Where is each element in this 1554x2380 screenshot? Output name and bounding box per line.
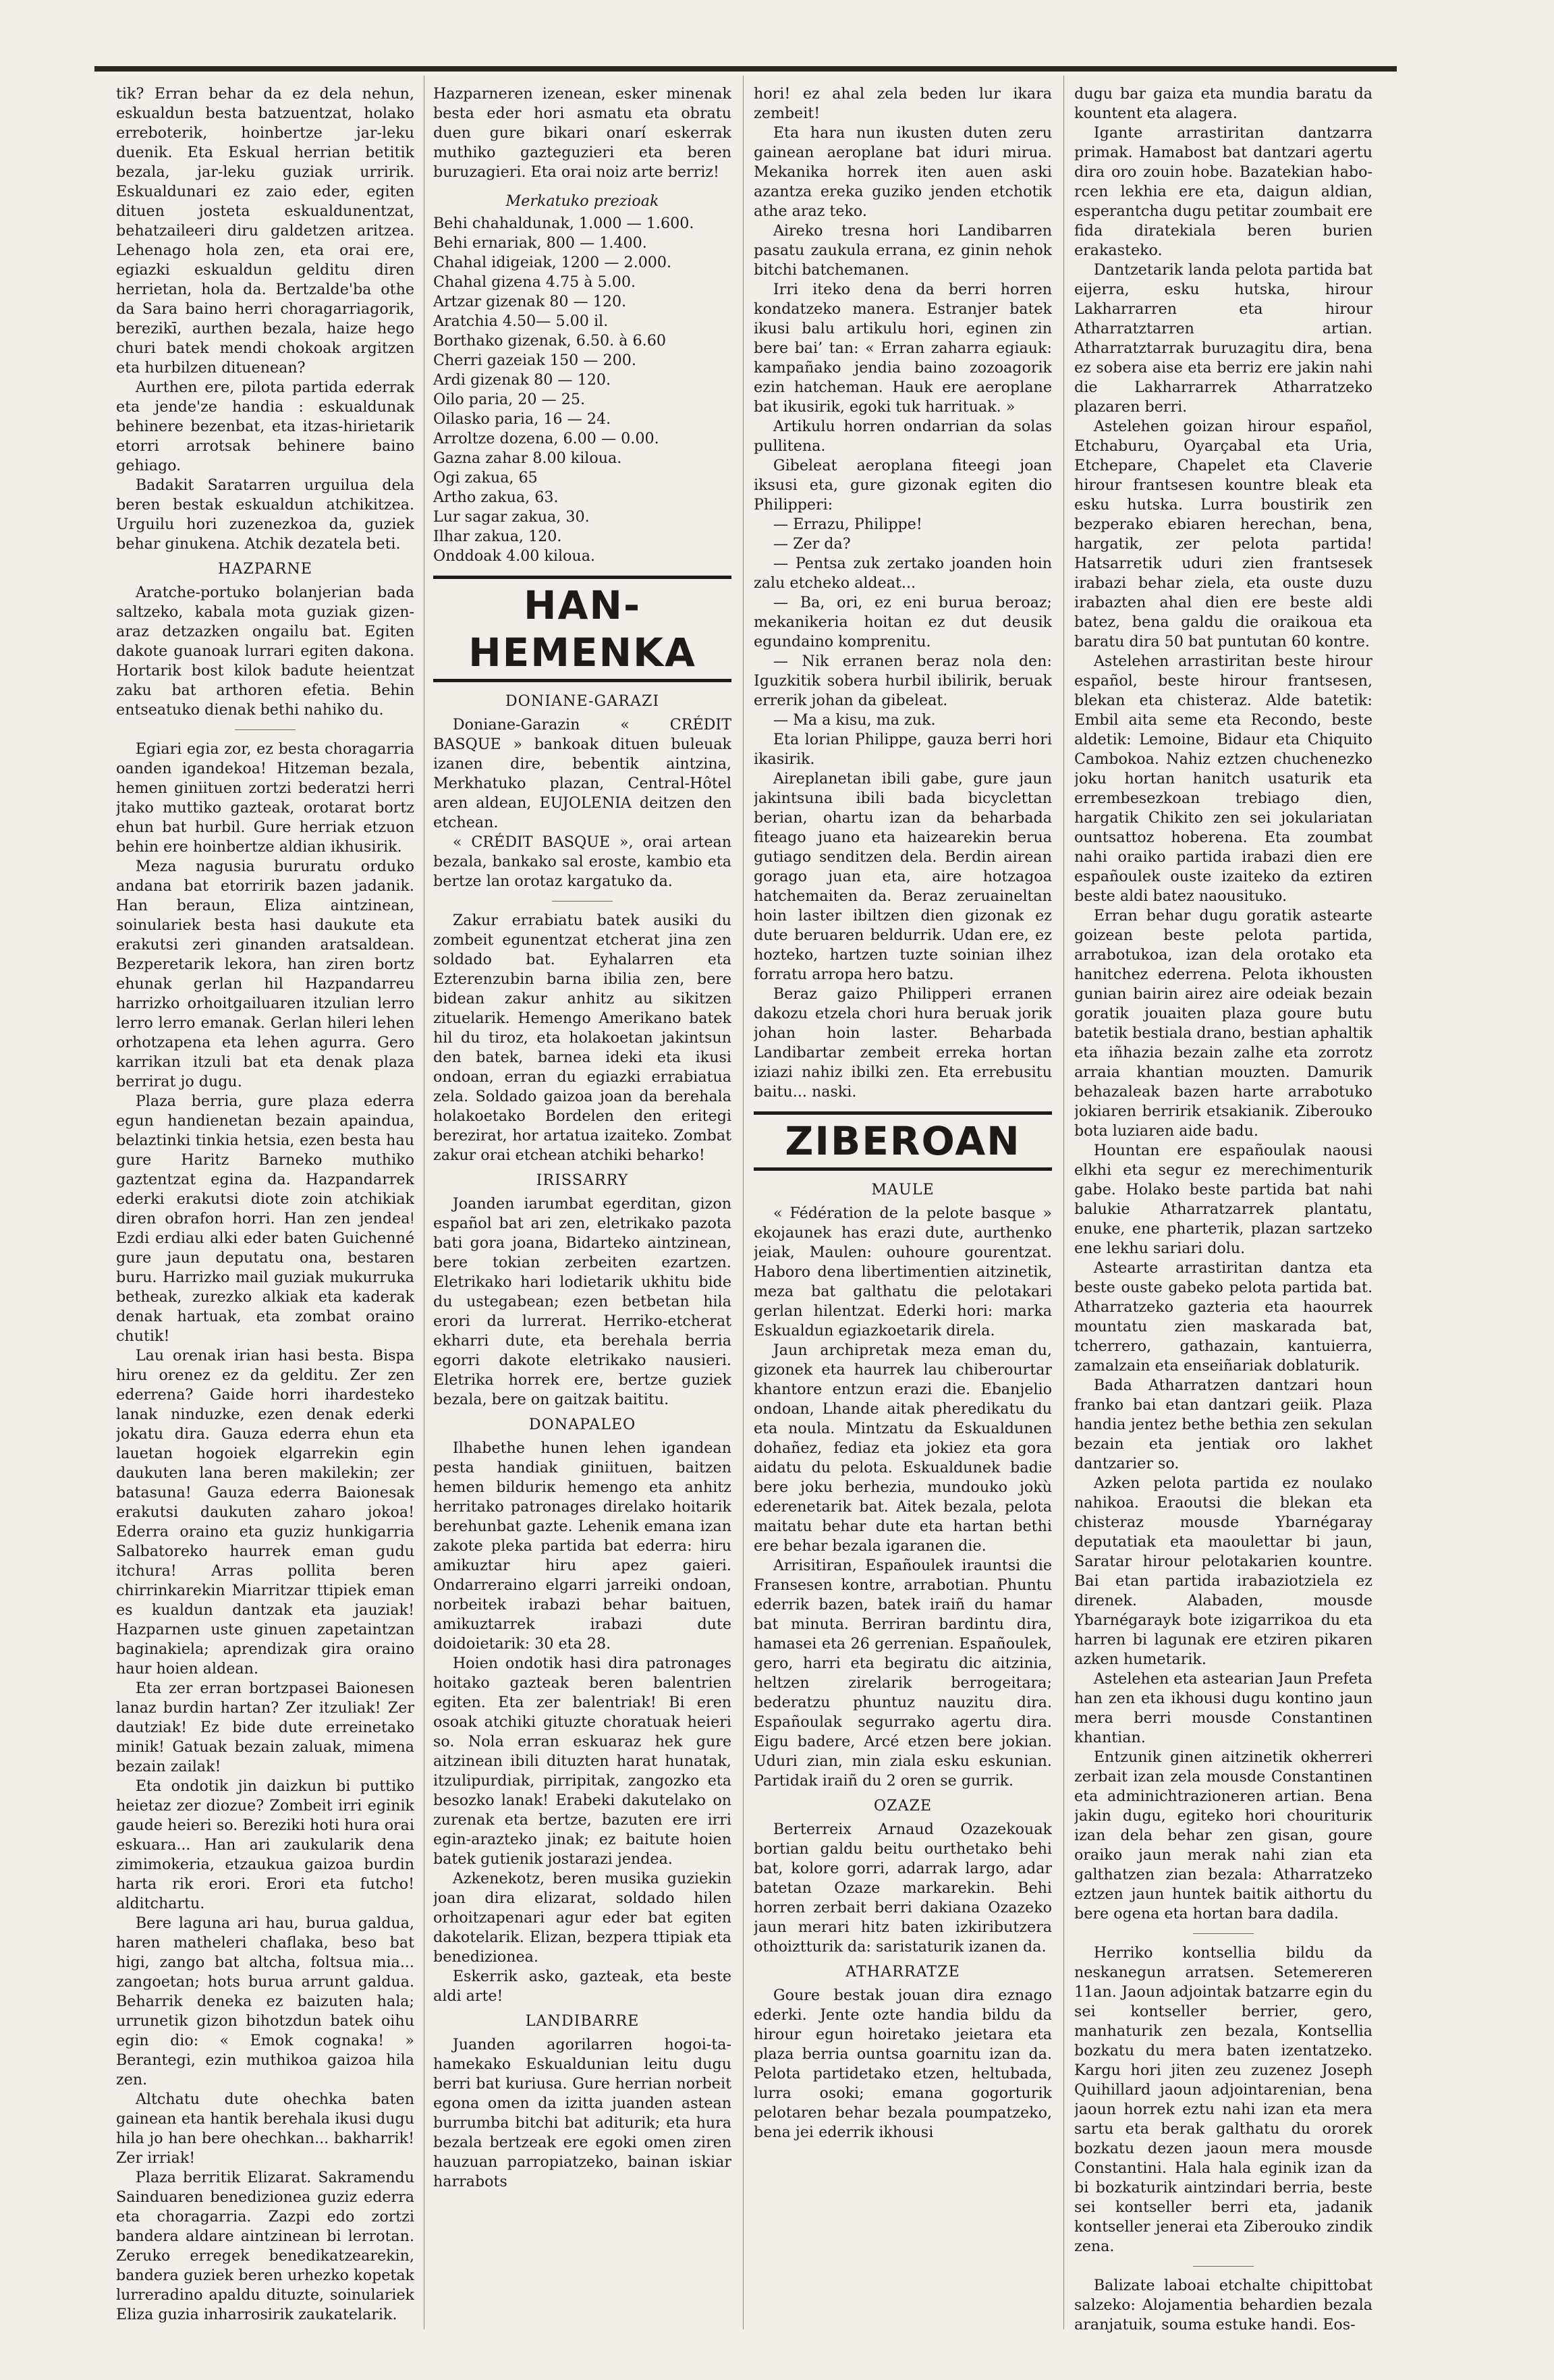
paragraph: Eskerrik asko, gazteak, eta beste aldi arte! bbox=[433, 1968, 731, 2005]
column-2 bbox=[433, 84, 731, 2380]
column-rule bbox=[1063, 76, 1064, 2329]
price-item: Behi chahaldunak, 1.000 — 1.600. bbox=[433, 215, 694, 232]
paragraph: Egiari egia zor, ez besta choragarria oanden igandekoa! Hitzeman bezala, hemen giniituen zortzi bederatzi herri jtako muttiko gazteak, orotarat bortz ehun bat hurbil. Gure herriak etzuon behin ere hoinbertze aldian ikhusirik. bbox=[116, 740, 414, 856]
separator bbox=[235, 729, 296, 730]
price-item: Artzar gizenak 80 — 120. bbox=[433, 293, 627, 310]
paragraph: Badakit Saratarren urguilua dela beren bestak eskualdun atchikitzea. Urguilu hori zuzenezkoa da, guziek behar ginukena. Atchik dezatela beti. bbox=[116, 476, 414, 553]
paragraph: Goure bestak jouan dira eznago ederki. Jente ozte handia bildu da hirour egun hoiretako jeietara eta plaza berria ountsa goarnitu izan da. Pelota partidetako etzen, heltubada, lurra osoki; emana gogorturik pelotaren behar bezala poumpatzeko, bena jei ederrik ikhousi bbox=[754, 1987, 1052, 2141]
paragraph: Zakur errabiatu batek ausiki du zombeit egunentzat etcherat jina zen soldado bat. Eyhalarren eta Ezterenzubin barna ibilia zen, bere bidean zakur anhitz au sikitzen zituelarik. Hemengo Amerikano batek hil du tiroz, eta holakoetan jakintsun den batek, barnea ideki eta ikusi ondoan, erran du egiazki errabiatua zela. Soldado gaizoa joan da berehala holakoetako Bordelen den eritegi berezirat, hor artatua izaiteko. Zombat zakur orai etchean atchiki beharko! bbox=[433, 912, 731, 1164]
paragraph: — Ma a kisu, ma zuk. bbox=[773, 711, 936, 729]
paragraph: — Pentsa zuk zertako joanden hoin zalu etcheko aldeat... bbox=[754, 555, 1052, 592]
section-heading-irissarry: IRISSARRY bbox=[536, 1171, 629, 1189]
separator bbox=[552, 901, 613, 902]
paragraph: — Nik erranen beraz nola den: Iguzkitik sobera hurbil ibilirik, beruak errerik johan da gibeleat. bbox=[754, 653, 1052, 709]
paragraph: Azkenekotz, beren musika guziekin joan dira elizarat, soldado hilen orhoitzapenari agur eder bat egiten dakotelarik. Elizan, bezpera ttipiak eta benedizionea. bbox=[433, 1870, 731, 1966]
paragraph: Eta zer erran bortzpasei Baionesen lanaz burdin hartan? Zer itzuliak! Zer dautziak! Ez bide dute erreinetako minik! Gatuak bezain zaluak, mimena bezain zailak! bbox=[116, 1680, 414, 1775]
paragraph: Ilhabethe hunen lehen igandean pesta handiak giniituen, baitzen hemen bilduriк hemengo eta anhitz herritako patronages direlako hoitarik berehunbat gazte. Lehenik emana izan zakote pleka partida bat ederra: hiru amikuztar hiru apez gaieri. Ondarreraino elgarri jarreiki ondoan, norbeitek irabazi behar baituen, amikuztarrek irabazi dute doidoietarik: 30 eta 28. bbox=[433, 1439, 731, 1653]
price-item: Ardi gizenak 80 — 120. bbox=[433, 371, 611, 389]
paragraph: Plaza berritik Elizarat. Sakramendu Sainduaren benedizionea guziz ederra eta choragarria. Zazpi edo zortzi bandera aldare aintzinean bi lerrotan. Zeruko erregek benedikatzearekin, bandera guziek beren urhezko kopetak lurreradino apaldu dituzte, soinulariek Eliza guzia inharrosirik zaukatelarik. bbox=[116, 2169, 414, 2323]
paragraph: Astearte arrastiritan dantza eta beste ouste gabeko pelota partida bat. Atharratzeko gazteria eta haourrek mountatu zien maskarada bat, tcherrero, gathazain, kantuierra, zamalzain eta enseiñariak doblaturik. bbox=[1074, 1259, 1372, 1375]
section-banner-han-hemenka: HAN-HEMENKA bbox=[433, 576, 731, 682]
paragraph: Eta lorian Philippe, gauza berri hori ikasirik. bbox=[754, 731, 1052, 768]
paragraph: Joanden iarumbat egerditan, gizon español bat ari zen, eletrikako pazota bati gora joana, Bidarteko aintzinean, bere tokian zerbeiten ezartzen. Eletrikako hari lodietarik ukhitu bide du ustegabean; ezen betbetan hila erori da lurrerat. Herriko-etcherat ekharri dute, eta berehala berria egorri dakote eletrikako nausieri. Eletrika horrek ere, bertze guziek bezala, bere on gaitzak baititu. bbox=[433, 1195, 731, 1408]
paragraph: Lau orenak irian hasi besta. Bispa hiru orenez ez da gelditu. Zer zen ederrena? Gaide horri ihardesteko lanak ninduzke, ezen denak ederki jokatu dira. Gauza ederra ehun eta lauetan hogoiek elgarrekin egin daukuten lana beren makilekin; zer batasuna! Gauza ederra Baionesak erakutsi daukuten zaharo jokoa! Ederra oraino eta guziz hunkigarria Salbatoreko haurrek eman gudu itchura! Arras pollita beren chirrinkarekin Miarritzar ttipiek eman es kualdun dantzak eta jauziak! Hazparnen uste ginuen zapetaintzan baginakiela; aprendizak gira oraino haur hoien aldean. bbox=[116, 1347, 414, 1678]
section-heading-doniane-garazi: DONIANE-GARAZI bbox=[505, 692, 660, 710]
price-item: Gazna zahar 8.00 kiloua. bbox=[433, 449, 622, 467]
paragraph: tik? Erran behar da ez dela nehun, eskualdun besta batzuentzat, holako erreboterik, hoinbertze jar-leku duenik. Eta Eskual herrian betitik bezala, jar-leku guziak urririk. Eskualdunari ez zaio eder, egiten dituen josteta eskualdunentzat, behatzaileeri diru galdetzen aritzea. Lehenago hola zen, eta orai ere, egiazki eskualdun gelditu diren herrietan, hola da. Bertzalde'ba othe da Sara baino herri choragarriagorik, berezikī, aurthen bezala, haize hego churi batek mendi chokoak argitzen eta hurbilzen dituenean? bbox=[116, 85, 414, 377]
paragraph: Hoien ondotik hasi dira patronages hoitako gazteak beren balentrien egiten. Eta zer balentriak! Bi eren osoak atchiki gituzte choratuak heieri so. Nola erran eskuaraz hek gure aitzinean ibili dituzten harat hunatak, itzulipurdiak, pirripitak, zangozko eta besozko lanak! Erabeki dakutelako on zurenak eta bertze, bazuten ere irri egin-arazteko jinak; ez baitute hoien batek gutienik jostarazi jendea. bbox=[433, 1655, 731, 1868]
paragraph: Aurthen ere, pilota partida ederrak eta jende'ze handia : eskualdunak behinere bezenbat, eta itzas-hirietarik etorri arrotsak behinere baino gehiago. bbox=[116, 379, 414, 474]
paragraph: dugu bar gaiza eta mundia baratu da kountent eta alagera. bbox=[1074, 85, 1372, 122]
paragraph: Berterreix Arnaud Ozazekouak bortian galdu beitu ourthetako behi bat, kolore gorri, adarrak largo, adar batetan Ozaze markarekin. Behi horren zerbait berri dakiana Ozazeko jaun merari hitz baten izkiributzera othoiztturik da: saristaturik izanen da. bbox=[754, 1821, 1052, 1956]
section-heading-donapaleo: DONAPALEO bbox=[528, 1416, 636, 1433]
paragraph: Entzunik ginen aitzinetik okherreri zerbait izan zela mousde Constantinen eta adminichtrazioneren artian. Bena jakin dugu, egiteko hori chourituriк izan dela behar zen gisan, goure oraiko jaun merak nahi zian eta galthatzen zian bezala: Atharratzeko eztzen jaun huntek baitik aithortu du bere ogena eta hortan bara dadila. bbox=[1074, 1748, 1372, 1922]
paragraph: — Errazu, Philippe! bbox=[773, 516, 922, 533]
column-1 bbox=[116, 84, 414, 2380]
paragraph: Azken pelota partida ez noulako nahikoa. Eraoutsi die blekan eta chisteraz mousde Ybarnégaray deputatiak eta maoulettar bi jaun, Saratar hirour pelotakarien kountre. Bai etan partida irabaziotziela ez direnek. Alabaden, mousde Ybarnégarayk bote izigarrikoa du eta harren bi lagunak ere etziren pikaren azken humetarik. bbox=[1074, 1474, 1372, 1668]
separator bbox=[1193, 1933, 1254, 1934]
paragraph: Igante arrastiritan dantzarra primak. Hamabost bat dantzari agertu dira oro zouin hobe. Bazatekian haborcen lekhia ere eta, daigun aldian, esperantcha dugu petitar zoumbait ere fida diratekiala beren burien erakasteko. bbox=[1074, 124, 1372, 259]
paragraph: Astelehen arrastiritan beste hirour español, beste hirour frantsesen, blekan eta chisteraz. Alde batetik: Embil aita seme eta Recondo, beste aldetik: Lemoine, Bidaur eta Chiquito Cambokoa. Nahiz eztzen chuchenezko joku hortan hanitch usaturik eta errembesezkoan trebiago dien, hargatik Chikito zen sei jokulariatan ountsattoz hoberena. Eta zoumbat nahi oraiko partida irabazi dien ere españoulek ouste izaiteko da eztiren beste aldi batez naousituko. bbox=[1074, 653, 1372, 905]
separator bbox=[1193, 2266, 1254, 2267]
column-rule bbox=[743, 76, 744, 2329]
price-item: Artho zakua, 63. bbox=[433, 489, 559, 506]
paragraph: Herriko kontsellia bildu da neskanegun arratsen. Setemereren 11an. Jaoun adjointak batzarre egin du sei kontseller berrier, gero, manhaturik zen bezala, Kontsellia bozkatu du mera baten izentatzeko. Kargu hori jiten zeu zuzenez Joseph Quihillard jaoun adjointarenian, bena jaoun horrek eztu nahi izan eta mera sartu eta berak galthatu du ororek bozkatu dezen jaoun mera mousde Constantini. Hala hala eginik izan da bi bozkaturik aintzindari berria, beste sei kontseller berri eta, jadanik kontseller jenerai eta Ziberouko zindik zena. bbox=[1074, 1944, 1372, 2255]
paragraph: Altchatu dute ohechka baten gainean eta hantik berehala ikusi dugu hila jo han bere ohechkan... bakharrik! Zer irriak! bbox=[116, 2091, 414, 2167]
paragraph: Aireplanetan ibili gabe, gure jaun jakintsuna ibili bada bicyclettan berian, ohartu izan da beharbada fiteago juano eta haizearekin berua gutiago senditzen dela. Berdin airean gorago juan eta, aire hotzagoa hatchemaiten da. Beraz zeruaineltan hoin laster ibiltzen dien gizonak ez dute beruaren beldurrik. Udan ere, ez hozteko, hartzen tuzte soinian ilhez forratu arropa hero batzu. bbox=[754, 770, 1052, 983]
section-heading-landibarre: LANDIBARRE bbox=[525, 2012, 640, 2030]
column-3 bbox=[754, 84, 1052, 2380]
price-item: Behi ernariak, 800 — 1.400. bbox=[433, 234, 647, 252]
paragraph: Astelehen goizan hirour español, Etchaburu, Oyarçabal eta Uria, Etchepare, Chapelet eta Claverie hirour frantsesen kountre bleak eta esku hutska. Lurra boustirik zen bezperako ebiaren herechan, bena, hargatik, zer pelota partida! Hatsarretik uduri zien frantsesek irabazi behar ziela, eta ouste duzu irabazten ahal dien ere beste aldi batez, bena galdu die oraikoua eta baratu dira 50 bat puntutan 60 kontre. bbox=[1074, 418, 1372, 651]
price-item: Borthako gizenak, 6.50. à 6.60 bbox=[433, 332, 666, 350]
price-item: Cherri gazeiak 150 — 200. bbox=[433, 352, 636, 369]
paragraph: Balizate laboai etchalte chipittobat salzeko: Alojamentia behardien bezala aranjatuik, souma estuke handi. Eos- bbox=[1074, 2277, 1372, 2333]
section-heading-maule: MAULE bbox=[871, 1181, 935, 1198]
top-rule bbox=[94, 66, 1397, 72]
paragraph: Aratche-portuko bolanjerian bada saltzeko, kabala mota guziak gizen-araz detzazken ongailu bat. Egiten dakote guanoak lurrari egiten dakona. Hortarik bost kilok badute heientzat zaku bat arthoren efetia. Behin entseatuko dienak bethi nahiko du. bbox=[116, 584, 414, 719]
paragraph: Hountan ere españoulak naousi elkhi eta segur ez merechimenturik gabe. Holako beste partida bat nahi balukie Atharratzarrek plantatu, enuke, ene pharteтik, plazan sartzeko ene lekhu sariari dolu. bbox=[1074, 1142, 1372, 1257]
paragraph: Bere laguna ari hau, burua galdua, haren matheleri chaflaka, beso bat higi, zango bat altcha, foltsua mia... zangoetan; hots burua arrunt galdua. Beharrik deneka ez baizuten hala; urrunetik gizon bihotzdun batek oihu egin dio: « Emok cognaka! » Berantegi, ezin muthikoa gaizoa hila zen. bbox=[116, 1914, 414, 2088]
price-item: Lur sagar zakua, 30. bbox=[433, 508, 590, 526]
paragraph: Arrisitiran, Españoulek irauntsi die Fransesen kontre, arrabotian. Phuntu ederrik bazen, batek iraiñ du hamar bat minuta. Berriran bardintu dira, hamasei eta 26 gerrenian. Españoulek, gero, harri eta begiratu dic aitzinia, heltzen zirelarik berrogeitara; bederatzu phuntuz nauzitu dira. Españoulak segurrako agertu dira. Eigu badere, Arcé etzen bere jokian. Uduri zian, min ziala esku eskunian. Partidak iraiñ du 2 oren se gurrik. bbox=[754, 1557, 1052, 1790]
section-heading-ozaze: OZAZE bbox=[873, 1797, 933, 1815]
column-4 bbox=[1074, 84, 1372, 2380]
paragraph: Hazparneren izenean, esker minenak besta eder hori asmatu eta obratu duen gure bikari onarí eskerrak muthiko gazteguzieri eta beren buruzagieri. Eta orai noiz arte berriz! bbox=[433, 85, 731, 181]
price-item: Onddoak 4.00 kiloua. bbox=[433, 547, 595, 565]
paragraph: Gibeleat aeroplana fiteegi joan iksusi eta, gure gizonak egiten dio Philipperi: bbox=[754, 457, 1052, 514]
price-item: Oilo paria, 20 — 25. bbox=[433, 391, 586, 408]
paragraph: Artikulu horren ondarrian da solas pullitena. bbox=[754, 418, 1052, 455]
section-heading-atharratze: ATHARRATZE bbox=[845, 1963, 960, 1981]
paragraph: Astelehen eta astearian Jaun Prefeta han zen eta ikhousi dugu kontino jaun mera berri mousde Constantinen khantian. bbox=[1074, 1670, 1372, 1746]
price-item: Arroltze dozena, 6.00 — 0.00. bbox=[433, 430, 659, 447]
paragraph: Irri iteko dena da berri horren kondatzeko manera. Estranjer batek ikusi balu artikulu hori, eginen zin bere bai’ tan: « Erran zaharra egiauk: kampañako jendia baino zozoagorik ezin hatcheman. Hauk ere aeroplane bat ikusirik, egoki tuk harrituak. » bbox=[754, 281, 1052, 416]
paragraph: Juanden agorilarren hogoi-ta-hamekako Eskualdunian leitu dugu berri bat kuriusa. Gure herrian norbeit egona omen da izitta juanden astean burrumba bitchi bat aditurik; eta hura bezala bertzeak ere egoki omen ziren hauzuan parropiatzeko, bainan iskiar harrabots bbox=[433, 2036, 731, 2190]
price-item: Chahal gizena 4.75 à 5.00. bbox=[433, 273, 636, 291]
section-heading-hazparne: HAZPARNE bbox=[217, 560, 313, 578]
paragraph: Eta ondotik jin daizkun bi puttiko heietaz zer diozue? Zombeit irri eginik gaude heieri so. Bereziki hoti hura orai eskuara... Han ari zaukularik dena zimimokeria, etzaukua gaizoa burdin harta rik erori. Erori eta futcho! alditchartu. bbox=[116, 1777, 414, 1912]
paragraph: Bada Atharratzen dantzari houn franko bai etan dantzari geiik. Plaza handia jentez bethe bethia zen sekulan bezain eta jentiak oro lakhet dantzarier so. bbox=[1074, 1377, 1372, 1472]
paragraph: Meza nagusia bururatu orduko andana bat etorririk bazen jadanik. Han beraun, Eliza aintzinean, soinulariek besta hasi daukute eta erakutsi zeri ginanden aratsaldean. Bezperetarik lekora, han ziren bortz ehunak gerlan hil Hazpandarreu harrizko orhoitgailuaren itzulian lerro lerro lerro emanak. Gerlan hileri lehen orhotzapena eta lehen agurra. Gero karrikan itzuli bat eta denak plaza berrirat jo dugu. bbox=[116, 858, 414, 1090]
paragraph: — Zer da? bbox=[773, 535, 851, 553]
paragraph: Eta hara nun ikusten duten zeru gainean aeroplane bat iduri mirua. Mekanika horrek iten auen aski azantza ereka guziko jenden etchotik athe araz teko. bbox=[754, 124, 1052, 220]
price-item: Oilasko paria, 16 — 24. bbox=[433, 410, 611, 428]
paragraph: hori! ez ahal zela beden lur ikara zembeit! bbox=[754, 85, 1052, 122]
paragraph: Plaza berria, gure plaza ederra egun handienetan bezain apaindua, belaztinki tinkia hetsia, ezen besta hau gure Haritz Barneko muthiko gaztentzat egina da. Hazpandarrek ederki erakutsi diote zoin atchikiak diren obrafon horri. Han zen jendeaǃ Ezdi erdiau alki eder baten Guichenné gure jaun deputatu ona, bestaren buru. Harrizko mail guziak mukurruka betheak, zurezko alkiak eta kaderak denak hartuak, eta zombat oraino chutik! bbox=[116, 1092, 414, 1345]
paragraph: « Fédération de la pelote basque » ekojaunek has erazi dute, aurthenko jeiak, Maulen: ouhoure gourentzat. Haboro dena libertimentien aitzinetik, meza bat galthatu die pelotakari gerlan hilentzat. Ederki hori: marka Eskualdun egiazkoetarik direla. bbox=[754, 1205, 1052, 1339]
paragraph: — Ba, ori, ez eni burua beroaz; mekanikeria hoitan ez dut deusik egundaino komprenitu. bbox=[754, 594, 1052, 651]
market-prices-list bbox=[433, 214, 731, 566]
price-item: Aratchia 4.50— 5.00 il. bbox=[433, 312, 609, 330]
paragraph: Jaun archipretak meza eman du, gizonek eta haurrek lau chiberourtar khantore entzun erazi die. Ebanjelio ondoan, Lhande aitak pheredikatu du eta noula. Mintzatu da Eskualdunen dohañez, fediaz eta jokiez eta gora aidatu du pelota. Eskualdunek badie bere joku berhezia, mundouko jokù ederenetarik bat. Aitek bezala, pelota maitatu behar dute eta hartan bethi ere behar bezala igaranen die. bbox=[754, 1341, 1052, 1555]
paragraph: Doniane-Garazin « CRÉDIT BASQUE » bankoak dituen buleuak izanen dire, bebentik aintzina, Merkhatuko plazan, Central-Hôtel aren aldean, EUJOLENIA deitzen den etchean. bbox=[433, 716, 731, 831]
section-banner-ziberoan: ZIBEROAN bbox=[754, 1111, 1052, 1171]
paragraph: Beraz gaizo Philipperi erranen dakozu etzela chori hura beruak jorik johan hoin laster. Beharbada Landibartar zembeit erreka hortan iziazi nahiz ibilki zen. Eta errebusitu baitu... naski. bbox=[754, 985, 1052, 1101]
paragraph: Aireko tresna hori Landibarren pasatu zaukula errana, ez ginin nehok bitchi batchemanen. bbox=[754, 222, 1052, 279]
price-item: Ilhar zakua, 120. bbox=[433, 528, 562, 545]
market-prices-heading: Merkatuko prezioak bbox=[505, 192, 659, 210]
price-item: Ogi zakua, 65 bbox=[433, 469, 538, 487]
paragraph: Erran behar dugu goratik astearte goizean beste pelota partida, arrabotukoa, izan dela orotako eta hanitchez ederrena. Pelota ikhousten gunian bairin airez aire odeiak bezain goratik jouaiten plaza goure butu batetik bestiala drano, bestian aphaltik eta iñhazia bezain zalhe eta zorrotz arraia khantian mouzten. Damurik behazaleak bazen harte arrabotuko jokiaren berririk etsakianik. Ziberouko bota luziaren aide badu. bbox=[1074, 907, 1372, 1140]
paragraph: « CRÉDIT BASQUE », orai artean bezala, bankako sal eroste, kambio eta bertze lan orotaz kargatuko da. bbox=[433, 833, 731, 890]
paragraph: Dantzetarik landa pelota partida bat eijerra, esku hutska, hirour Lakharrarren eta hirour Atharratztarren artian. Atharratztarrak buruzagitu dira, bena ez sobera aise eta berriz ere jakin nahi die Lakharrarrek Atharratzeko plazaren berri. bbox=[1074, 261, 1372, 416]
price-item: Chahal idigeiak, 1200 — 2.000. bbox=[433, 254, 672, 271]
